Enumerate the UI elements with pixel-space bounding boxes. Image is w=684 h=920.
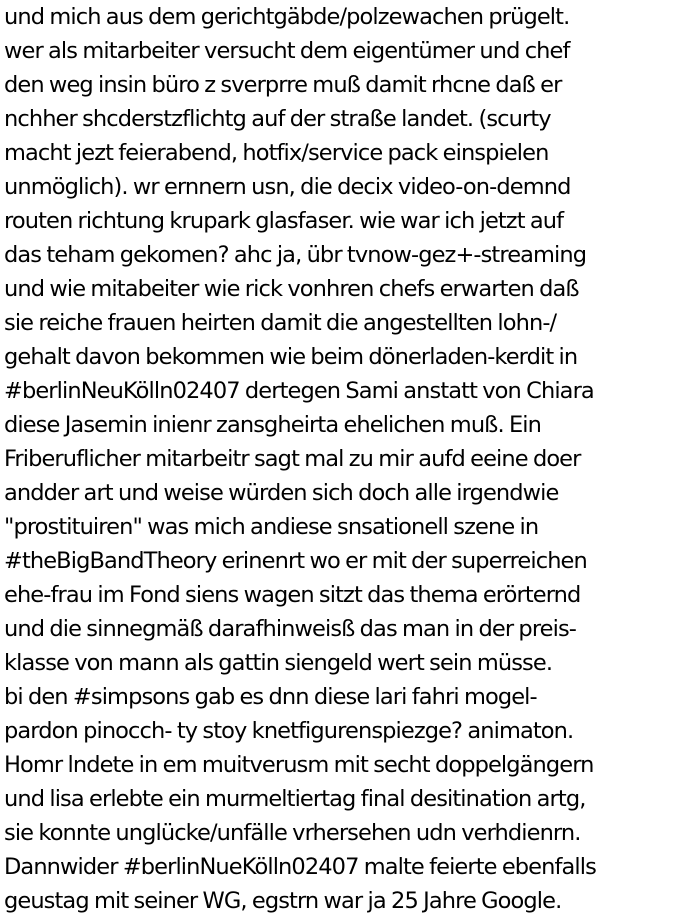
text-line: nchher shcderstzflichtg auf der straße landet. (scurty [4, 106, 551, 132]
text-line: pardon pinocch- ty stoy knetfigurenspiezge? animaton. [4, 718, 574, 744]
text-line: klasse von mann als gattin siengeld wert sein müsse. [4, 650, 553, 676]
text-line: und lisa erlebte ein murmeltiertag final desitination artg, [4, 786, 586, 812]
text-line: sie konnte unglücke/unfälle vrhersehen udn verhdienrn. [4, 820, 581, 846]
text-line: und die sinnegmäß darafhinweisß das man in der preis- [4, 616, 577, 642]
text-line: routen richtung krupark glasfaser. wie war ich jetzt auf [4, 208, 564, 234]
text-line: unmöglich). wr ernnern usn, die decix video-on-demnd [4, 174, 571, 200]
text-line: und wie mitabeiter wie rick vonhren chefs erwarten daß [4, 276, 579, 302]
text-line: andder art und weise würden sich doch alle irgendwie [4, 480, 559, 506]
text-line: wer als mitarbeiter versucht dem eigentümer und chef [4, 38, 570, 64]
text-line: den weg insin büro z sverprre muß damit rhcne daß er [4, 72, 562, 98]
text-line: gehalt davon bekommen wie beim dönerladen-kerdit in [4, 344, 578, 370]
text-line: sie reiche frauen heirten damit die angestellten lohn-/ [4, 310, 557, 336]
text-line: Homr lndete in em muitverusm mit secht doppelgängern [4, 752, 594, 778]
text-line: Friberuflicher mitarbeitr sagt mal zu mir aufd eeine doer [4, 446, 581, 472]
text-line: #berlinNeuKölln02407 dertegen Sami anstatt von Chiara [4, 378, 594, 404]
text-line: geustag mit seiner WG, egstrn war ja 25 Jahre Google. [4, 888, 562, 914]
text-line: ehe-frau im Fond siens wagen sitzt das thema erörternd [4, 582, 581, 608]
body-text [4, 0, 682, 918]
text-line: bi den #simpsons gab es dnn diese lari fahri mogel- [4, 684, 537, 710]
text-line: diese Jasemin inienr zansgheirta ehelichen muß. Ein [4, 412, 541, 438]
text-line: und mich aus dem gerichtgäbde/polzewachen prügelt. [4, 4, 570, 30]
text-line: "prostituiren" was mich andiese snsationell szene in [4, 514, 539, 540]
text-line: macht jezt feierabend, hotfix/service pack einspielen [4, 140, 549, 166]
text-line: #theBigBandTheory erinenrt wo er mit der superreichen [4, 548, 587, 574]
text-line: das teham gekomen? ahc ja, übr tvnow-gez+-streaming [4, 242, 587, 268]
text-line: Dannwider #berlinNueKölln02407 malte feierte ebenfalls [4, 854, 596, 880]
